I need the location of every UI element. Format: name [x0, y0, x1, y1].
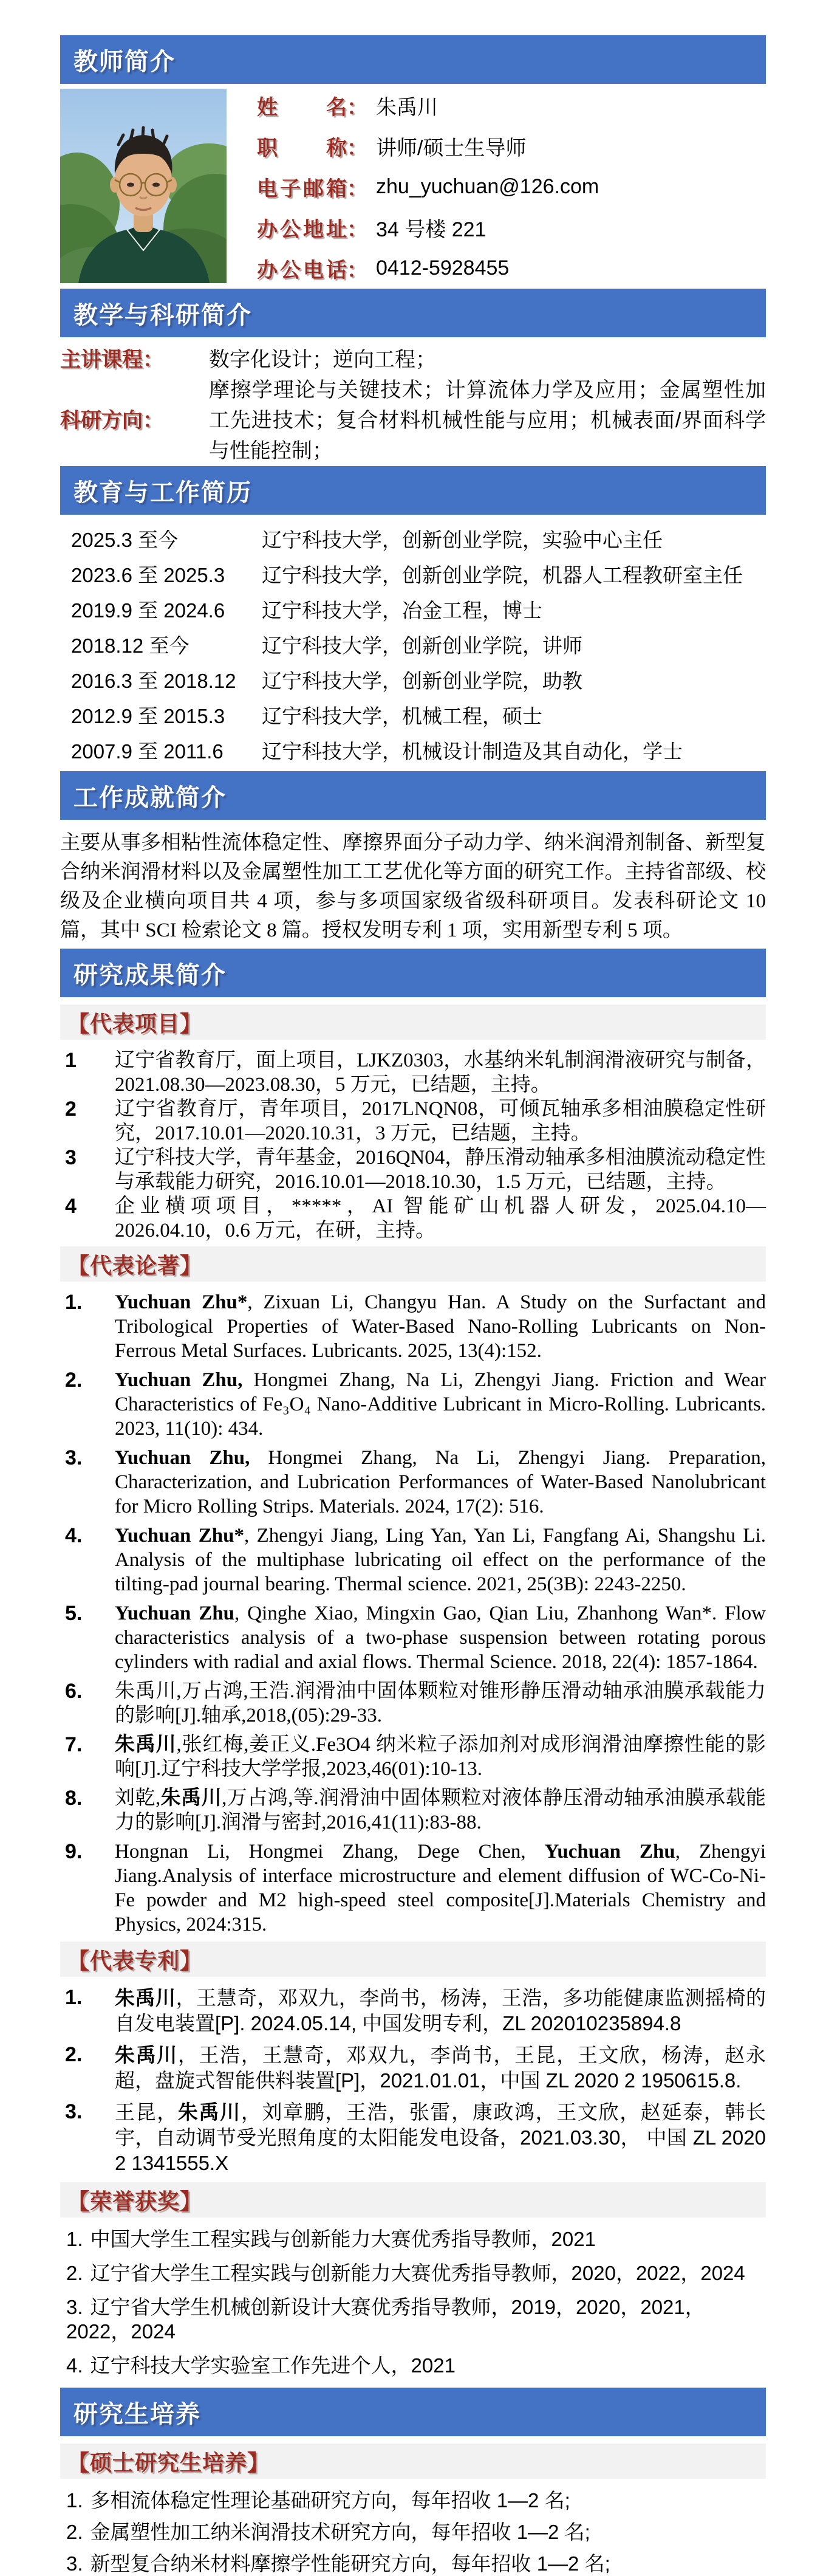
training-item: 2. 金属塑性加工纳米润滑技术研究方向，每年招收 1—2 名; — [66, 2521, 590, 2543]
profile-field-row — [257, 248, 766, 289]
publication-item — [60, 1679, 766, 1728]
section-title: 教学与科研简介 — [73, 301, 252, 329]
section-title: 教师简介 — [73, 48, 176, 75]
item-number: 6. — [65, 1680, 83, 1703]
section-title: 工作成就简介 — [73, 784, 227, 811]
resume-row — [60, 736, 766, 771]
publication-item — [60, 1446, 766, 1519]
item-text: 辽宁科技大学，青年基金，2016QN04，静压滑动轴承多相油膜流动稳定性与承载能力研究，2016.10.01—2018.10.30，1.5 万元，已结题，主持。 — [115, 1147, 766, 1193]
project-item — [60, 1194, 766, 1243]
honor-item: 3. 辽宁省大学生机械创新设计大赛优秀指导教师，2019，2020，2021，2022，2024 — [66, 2296, 705, 2343]
profile-field-row — [257, 126, 766, 167]
band-label: 【硕士研究生培养】 — [67, 2450, 270, 2475]
field-label: 姓名： — [257, 96, 367, 119]
resume-row — [60, 595, 766, 630]
band-representative-patents — [60, 1942, 766, 1977]
resume-period: 2007.9 至 2011.6 — [71, 740, 224, 763]
publication-item — [60, 1786, 766, 1835]
publication-item — [60, 1368, 766, 1441]
item-number: 7. — [65, 1733, 83, 1756]
project-item — [60, 1048, 766, 1097]
project-item — [60, 1145, 766, 1194]
field-value: 34 号楼 221 — [376, 218, 486, 241]
resume-period: 2019.9 至 2024.6 — [71, 599, 225, 622]
publication-item — [60, 1733, 766, 1781]
resume-period: 2025.3 至今 — [71, 529, 179, 551]
courses-row — [60, 345, 766, 375]
honors-list — [60, 2227, 766, 2378]
honor-item: 2. 辽宁省大学生工程实践与创新能力大赛优秀指导教师，2020，2022，2024 — [66, 2262, 745, 2284]
courses-label: 主讲课程： — [60, 348, 163, 371]
section-header-education-work — [60, 466, 766, 515]
band-representative-projects — [60, 1005, 766, 1040]
resume-period: 2012.9 至 2015.3 — [71, 705, 225, 727]
item-number: 2. — [65, 2043, 83, 2066]
publication-item — [60, 1523, 766, 1596]
item-text: Yuchuan Zhu, Qinghe Xiao, Mingxin Gao, Qian Liu, Zhanhong Wan*. Flow characteristics analysis of a two-phase suspension between rotating porous cylinders with radial and axial flows. Thermal Science. 2018, 22(4): 1857-1864. — [115, 1602, 766, 1673]
section-title: 教育与工作简历 — [73, 479, 252, 506]
honor-item: 1. 中国大学生工程实践与创新能力大赛优秀指导教师，2021 — [66, 2228, 596, 2250]
section-title: 研究生培养 — [73, 2400, 201, 2428]
resume-row — [60, 701, 766, 736]
item-number: 3 — [65, 1146, 77, 1169]
band-label: 【代表专利】 — [67, 1948, 203, 1973]
section-title: 研究成果简介 — [73, 961, 227, 989]
item-text: 朱禹川,张红梅,姜正义.Fe3O4 纳米粒子添加剂对成形润滑油摩擦性能的影响[J].辽宁科技大学学报,2023,46(01):10-13. — [115, 1734, 766, 1780]
item-number: 4 — [65, 1195, 77, 1218]
resume-period: 2023.6 至 2025.3 — [71, 564, 225, 586]
item-number: 9. — [65, 1840, 83, 1863]
item-text: 朱禹川，王慧奇，邓双九，李尚书，杨涛，王浩，多功能健康监测摇椅的自发电装置[P]. 2024.05.14, 中国发明专利，ZL 202010235894.8 — [115, 1987, 766, 2035]
resume-detail: 辽宁科技大学，创新创业学院，实验中心主任 — [262, 530, 663, 552]
profile-field-row — [257, 85, 766, 126]
resume-period: 2016.3 至 2018.12 — [71, 670, 236, 692]
publications-list — [60, 1290, 766, 1937]
item-number: 8. — [65, 1787, 83, 1810]
band-label: 【代表项目】 — [67, 1011, 203, 1036]
resume-detail: 辽宁科技大学，创新创业学院，讲师 — [262, 636, 582, 658]
publication-item — [60, 1290, 766, 1363]
section-header-research-results — [60, 949, 766, 997]
field-label: 职称： — [257, 137, 367, 160]
profile-field-row — [257, 207, 766, 248]
band-honors — [60, 2182, 766, 2217]
publication-item — [60, 1839, 766, 1937]
profile-fields — [257, 84, 766, 289]
resume-row — [60, 524, 766, 560]
item-text: 王昆，朱禹川，刘章鹏，王浩，张雷，康政鸿，王文欣，赵延泰，韩长宇，自动调节受光照角度的太阳能发电设备，2021.03.30， 中国 ZL 2020 2 1341555.X — [115, 2101, 766, 2174]
projects-list — [60, 1048, 766, 1243]
resume-detail: 辽宁科技大学，创新创业学院，助教 — [262, 671, 582, 693]
resume-detail: 辽宁科技大学，创新创业学院，机器人工程教研室主任 — [262, 565, 743, 587]
item-number: 3. — [65, 2100, 83, 2123]
item-number: 4. — [65, 1524, 83, 1547]
resume-row — [60, 630, 766, 665]
item-number: 2. — [65, 1369, 83, 1392]
field-value: 讲师/硕士生导师 — [376, 137, 527, 160]
faculty-profile-page — [60, 0, 766, 2576]
research-directions-label: 科研方向： — [60, 409, 163, 432]
item-number: 1. — [65, 1291, 83, 1314]
resume-detail: 辽宁科技大学，机械工程，硕士 — [262, 706, 542, 728]
patent-item — [60, 2042, 766, 2093]
field-value: zhu_yuchuan@126.com — [376, 175, 599, 198]
resume-detail: 辽宁科技大学，机械设计制造及其自动化，学士 — [262, 741, 683, 763]
training-item: 3. 新型复合纳米材料摩擦学性能研究方向，每年招收 1—2 名; — [66, 2552, 610, 2575]
item-number: 2 — [65, 1097, 77, 1121]
resume-detail: 辽宁科技大学，冶金工程，博士 — [262, 600, 542, 622]
field-label: 办公电话： — [257, 259, 367, 282]
section-header-teaching-research — [60, 289, 766, 337]
section-header-graduate-training — [60, 2388, 766, 2436]
resume-row — [60, 560, 766, 595]
item-text: 辽宁省教育厅，青年项目，2017LNQN08，可倾瓦轴承多相油膜稳定性研究，2017.10.01—2020.10.31，3 万元，已结题，主持。 — [115, 1098, 766, 1144]
field-value: 朱禹川 — [376, 96, 438, 119]
field-label: 电子邮箱： — [257, 177, 367, 201]
item-text: Yuchuan Zhu, Hongmei Zhang, Na Li, Zhengyi Jiang. Preparation, Characterization, and Lubrication Performances of Water-Based Nanolubricant for Micro Rolling Strips. Materials. 2024, 17(2): 516. — [115, 1447, 766, 1517]
item-text: Hongnan Li, Hongmei Zhang, Dege Chen, Yuchuan Zhu, Zhengyi Jiang.Analysis of interface microstructure and element diffusion of WC-Co-Ni-Fe powder and M2 high-speed steel composite[J].Materials Chemistry and Physics, 2024:315. — [115, 1841, 766, 1935]
item-text: 朱禹川,万占鸿,王浩.润滑油中固体颗粒对锥形静压滑动轴承油膜承载能力的影响[J].轴承,2018,(05):29-33. — [115, 1680, 766, 1726]
patent-item — [60, 1985, 766, 2036]
teacher-photo — [60, 89, 227, 283]
item-text: 辽宁省教育厅，面上项目，LJKZ0303，水基纳米轧制润滑液研究与制备，2021.08.30—2023.08.30，5 万元，已结题，主持。 — [115, 1049, 766, 1096]
item-text: Yuchuan Zhu*, Zixuan Li, Changyu Han. A Study on the Surfactant and Tribological Properties of Water-Based Nano-Rolling Lubricants on Non-Ferrous Metal Surfaces. Lubricants. 2025, 13(4):152. — [115, 1291, 766, 1362]
research-directions-row — [60, 375, 766, 466]
training-list — [60, 2488, 766, 2576]
field-label: 办公地址： — [257, 218, 367, 241]
training-item: 1. 多相流体稳定性理论基础研究方向，每年招收 1—2 名; — [66, 2489, 570, 2512]
item-number: 3. — [65, 1446, 83, 1469]
item-text: 企业横项项目，*****，AI 智能矿山机器人研发，2025.04.10—2026.04.10，0.6 万元，在研，主持。 — [115, 1195, 766, 1242]
item-text: 朱禹川，王浩，王慧奇，邓双九，李尚书，王昆，王文欣，杨涛，赵永超，盘旋式智能供料装置[P]，2021.01.01，中国 ZL 2020 2 1950615.8. — [115, 2044, 766, 2092]
item-number: 1 — [65, 1049, 77, 1072]
patent-item — [60, 2100, 766, 2176]
honor-item: 4. 辽宁科技大学实验室工作先进个人，2021 — [66, 2354, 456, 2377]
band-label: 【代表论著】 — [67, 1252, 203, 1278]
resume-list — [60, 524, 766, 771]
patents-list — [60, 1985, 766, 2176]
achievement-summary: 主要从事多相粘性流体稳定性、摩擦界面分子动力学、纳米润滑剂制备、新型复合纳米润滑材料以及金属塑性加工工艺优化等方面的研究工作。主持省部级、校级及企业横向项目共 4 项，参与多项国家级省级科研项目。发表科研论文 10 篇，其中 SCI 检索论文 8 篇。授权发明专利 1 项，实用新型专利 5 项。 — [60, 832, 766, 941]
publication-item — [60, 1601, 766, 1674]
band-representative-publications — [60, 1246, 766, 1282]
item-number: 5. — [65, 1602, 83, 1625]
resume-period: 2018.12 至今 — [71, 634, 189, 657]
item-text: 刘乾,朱禹川,万占鸿,等.润滑油中固体颗粒对液体静压滑动轴承油膜承载能力的影响[J].润滑与密封,2016,41(11):83-88. — [115, 1787, 766, 1833]
item-text: Yuchuan Zhu*, Zhengyi Jiang, Ling Yan, Yan Li, Fangfang Ai, Shangshu Li. Analysis of the multiphase lubricating oil effect on the performance of the tilting-pad journal bearing. Thermal science. 2021, 25(3B): 2243-2250. — [115, 1525, 766, 1595]
section-header-teacher-intro — [60, 35, 766, 84]
section-header-achievements — [60, 771, 766, 820]
band-label: 【荣誉获奖】 — [67, 2188, 203, 2214]
project-item — [60, 1097, 766, 1145]
band-master-training — [60, 2444, 766, 2479]
profile-field-row — [257, 167, 766, 207]
item-text: Yuchuan Zhu, Hongmei Zhang, Na Li, Zhengyi Jiang. Friction and Wear Characteristics of Fe₃O₄ Nano-Additive Lubricant in Micro-Rolling. Lubricants. 2023, 11(10): 434. — [115, 1369, 766, 1440]
research-directions-value: 摩擦学理论与关键技术；计算流体力学及应用；金属塑性加工先进技术；复合材料机械性能与应用；机械表面/界面科学与性能控制； — [209, 379, 766, 462]
resume-row — [60, 665, 766, 701]
courses-value: 数字化设计；逆向工程； — [209, 348, 436, 371]
item-number: 1. — [65, 1986, 83, 2009]
field-value: 0412-5928455 — [376, 256, 510, 280]
profile-block — [60, 84, 766, 289]
